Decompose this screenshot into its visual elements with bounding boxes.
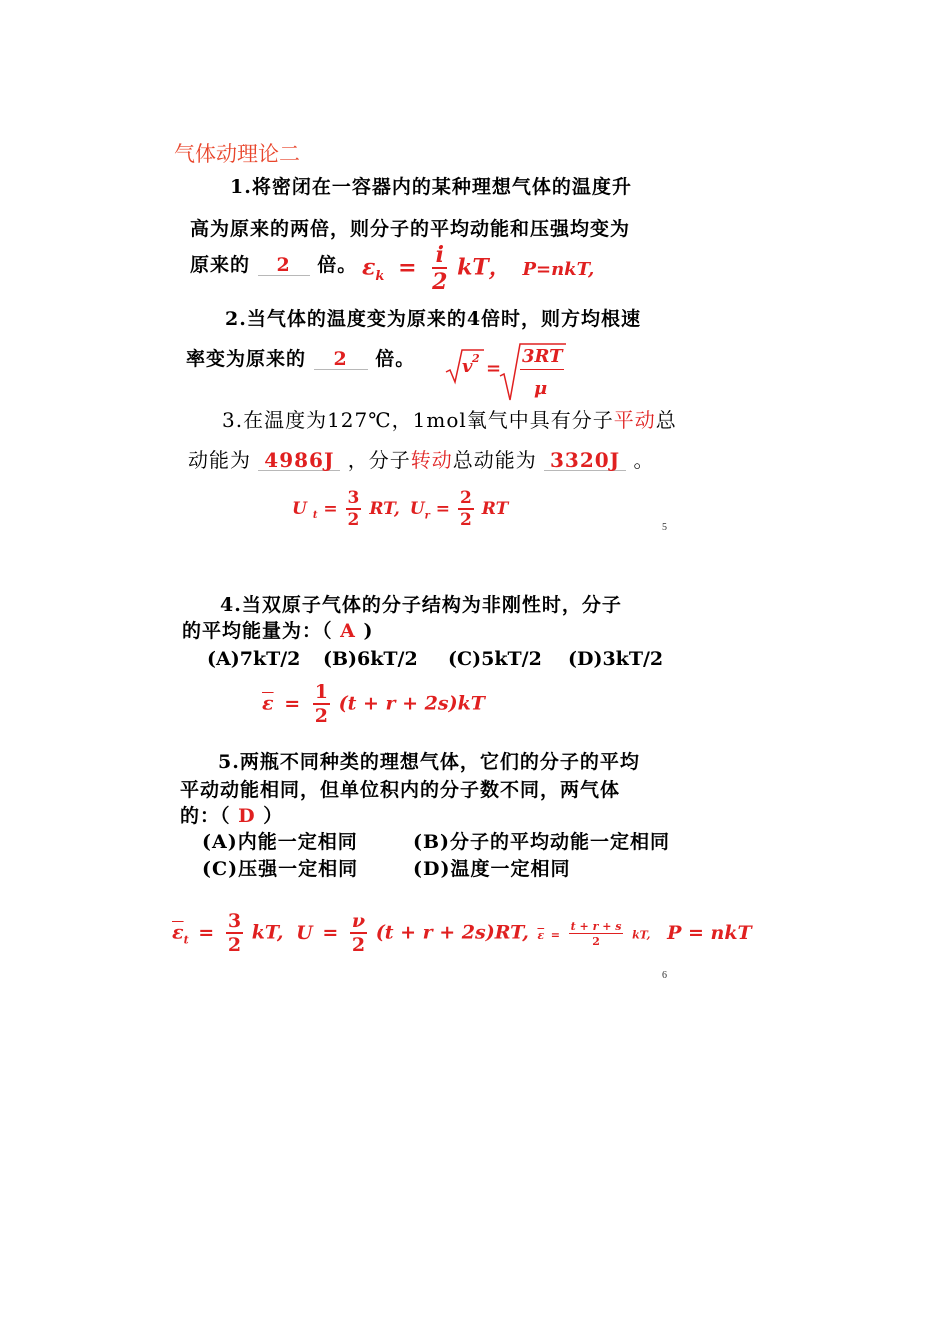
- q4-formula-num: 1: [314, 681, 328, 703]
- q3-answer1-blank: 4986J: [258, 450, 340, 471]
- q3-formula-u1-sub: t: [312, 510, 318, 522]
- page-number-6: 6: [662, 970, 667, 981]
- q3-formula-frac2-den: 2: [459, 510, 472, 530]
- q4-line2: [182, 622, 374, 641]
- q3-translational-label: 平动: [613, 408, 656, 432]
- q1-formula-eq: =: [398, 254, 417, 281]
- q3-formula-frac1: [346, 490, 362, 529]
- q5-answer: D: [238, 805, 256, 827]
- q5-formula-frac3: [569, 921, 624, 947]
- q5-option-b: (B)分子的平均动能一定相同: [413, 831, 671, 853]
- q5-line2: 平动动能相同，但单位积内的分子数不同，两气体: [180, 779, 621, 801]
- q2-line2-post: 倍。: [375, 348, 416, 370]
- q5-formula-frac3-num: t + r + s: [570, 919, 622, 933]
- q5-line3: [180, 807, 283, 826]
- q5-formula-pressure: P = nkT: [667, 921, 752, 944]
- q1-formula-frac: [432, 244, 447, 293]
- q3-line1-post: 总: [655, 408, 677, 432]
- q1-line3-post: 倍。: [317, 254, 358, 276]
- q3-answer2-blank: 3320J: [544, 450, 626, 471]
- q3-formula-frac1-num: 3: [347, 488, 360, 508]
- q5-formula-frac2-num: ν: [351, 910, 366, 932]
- q1-line1: 1.将密闭在一容器内的某种理想气体的温度升: [230, 176, 632, 198]
- q3-line2-pre: 动能为: [188, 448, 251, 472]
- q3-formula-frac2-num: 2: [459, 488, 472, 508]
- q5-formula-frac1-den: 2: [227, 934, 242, 956]
- q1-formula-p: P=nkT,: [522, 258, 595, 280]
- q5-formula-frac3-den: 2: [592, 934, 600, 948]
- q4-option-c: (C)5kT/2: [448, 648, 542, 670]
- q5-formula-eq1: =: [198, 921, 215, 944]
- q1-line3-pre: 原来的: [190, 254, 251, 276]
- q2-line2-pre: 率变为原来的: [186, 348, 307, 370]
- q2-formula-eq: =: [486, 358, 502, 379]
- q5-option-a: (A)内能一定相同: [202, 831, 358, 853]
- q4-line2-pre: 的平均能量为：（: [182, 620, 333, 642]
- q1-formula-kt: kT，: [457, 254, 511, 281]
- q5-formula-frac2: [350, 912, 367, 955]
- q5-option-d: (D)温度一定相同: [413, 858, 571, 880]
- q2-formula-v: v: [462, 356, 473, 377]
- q4-formula-frac: [313, 683, 330, 726]
- q5-formula-frac1: [226, 912, 243, 955]
- q1-answer-blank: 2: [258, 256, 310, 276]
- q2-answer-blank: 2: [314, 350, 368, 370]
- q5-formula-epsilon-sub: t: [183, 933, 189, 947]
- section-title: 气体动理论二: [174, 142, 300, 166]
- q3-line2-mid: ，分子: [347, 448, 411, 472]
- q3-formula-eq2: =: [435, 499, 451, 519]
- q2-line2: [186, 350, 415, 370]
- q1-formula-sub: k: [375, 268, 385, 284]
- q5-formula-epsilon: $\overline{\varepsilon}$: [172, 921, 184, 944]
- q1-formula-num: i: [432, 244, 447, 269]
- q3-line1-pre: 3.在温度为127℃，1mol氧气中具有分子: [222, 408, 614, 432]
- page-number-5: 5: [662, 522, 667, 533]
- q3-formula-eq1: =: [323, 499, 338, 519]
- q5-formula: [172, 912, 752, 955]
- q4-option-a: (A)7kT/2: [207, 648, 301, 670]
- q4-formula: [262, 683, 485, 726]
- q5-formula-frac1-num: 3: [227, 910, 242, 932]
- q3-formula-rt2: RT: [481, 499, 509, 519]
- q3-line2-post: 。: [633, 448, 655, 472]
- q5-formula-frac2-den: 2: [351, 934, 366, 956]
- q3-formula-frac1-den: 2: [347, 510, 360, 530]
- q5-formula-u: U: [296, 921, 313, 944]
- q3-formula-u1: U: [292, 499, 307, 519]
- q4-answer: A: [340, 620, 356, 642]
- q1-formula-epsilon: ε: [362, 254, 376, 281]
- q3-formula-u2-sub: r: [424, 510, 430, 522]
- q5-line3-post: ）: [263, 805, 284, 827]
- q4-formula-rest: (t + r + 2s)kT: [338, 692, 485, 715]
- q2-formula-den: μ: [534, 378, 548, 399]
- q1-formula: [362, 244, 594, 293]
- q4-line1: 4.当双原子气体的分子结构为非刚性时，分子: [220, 594, 622, 616]
- q5-line3-pre: 的：（: [180, 805, 231, 827]
- q5-line1: 5.两瓶不同种类的理想气体，它们的分子的平均: [218, 751, 640, 773]
- q2-formula-exp: 2: [472, 352, 480, 365]
- q5-formula-eq3: =: [550, 928, 560, 942]
- q4-option-b: (B)6kT/2: [323, 648, 418, 670]
- q4-formula-den: 2: [314, 705, 328, 727]
- q1-formula-den: 2: [432, 269, 448, 295]
- q2-formula-num: 3RT: [522, 346, 563, 367]
- q2-formula-bar: [520, 369, 564, 370]
- q5-formula-epsilon-avg: $\overline{\varepsilon}$: [537, 928, 545, 942]
- q4-formula-epsilon: $\overline{\varepsilon}$: [262, 692, 274, 715]
- q1-line2: 高为原来的两倍，则分子的平均动能和压强均变为: [190, 218, 631, 240]
- q5-formula-rest: (t + r + 2s)RT,: [375, 921, 529, 944]
- q4-formula-eq: =: [284, 692, 301, 715]
- q3-formula: [292, 490, 508, 529]
- q5-formula-kt3: kT,: [632, 928, 651, 942]
- q3-formula-frac2: [458, 490, 474, 529]
- q2-line1: 2.当气体的温度变为原来的4倍时，则方均根速: [225, 308, 642, 330]
- q3-line1: [222, 410, 677, 430]
- q5-formula-eq2: =: [322, 921, 339, 944]
- q3-line2-mid2: 总动能为: [452, 448, 537, 472]
- q5-option-c: (C)压强一定相同: [202, 858, 359, 880]
- q3-formula-rt1: RT,: [369, 499, 400, 519]
- q3-line2: [188, 450, 654, 471]
- q3-rotational-label: 转动: [410, 448, 453, 472]
- q4-option-d: (D)3kT/2: [568, 648, 664, 670]
- q1-line3: [190, 256, 357, 276]
- q3-formula-u2: U: [409, 499, 425, 519]
- q4-line2-post: ): [363, 620, 374, 642]
- q5-formula-kt: kT,: [251, 921, 284, 944]
